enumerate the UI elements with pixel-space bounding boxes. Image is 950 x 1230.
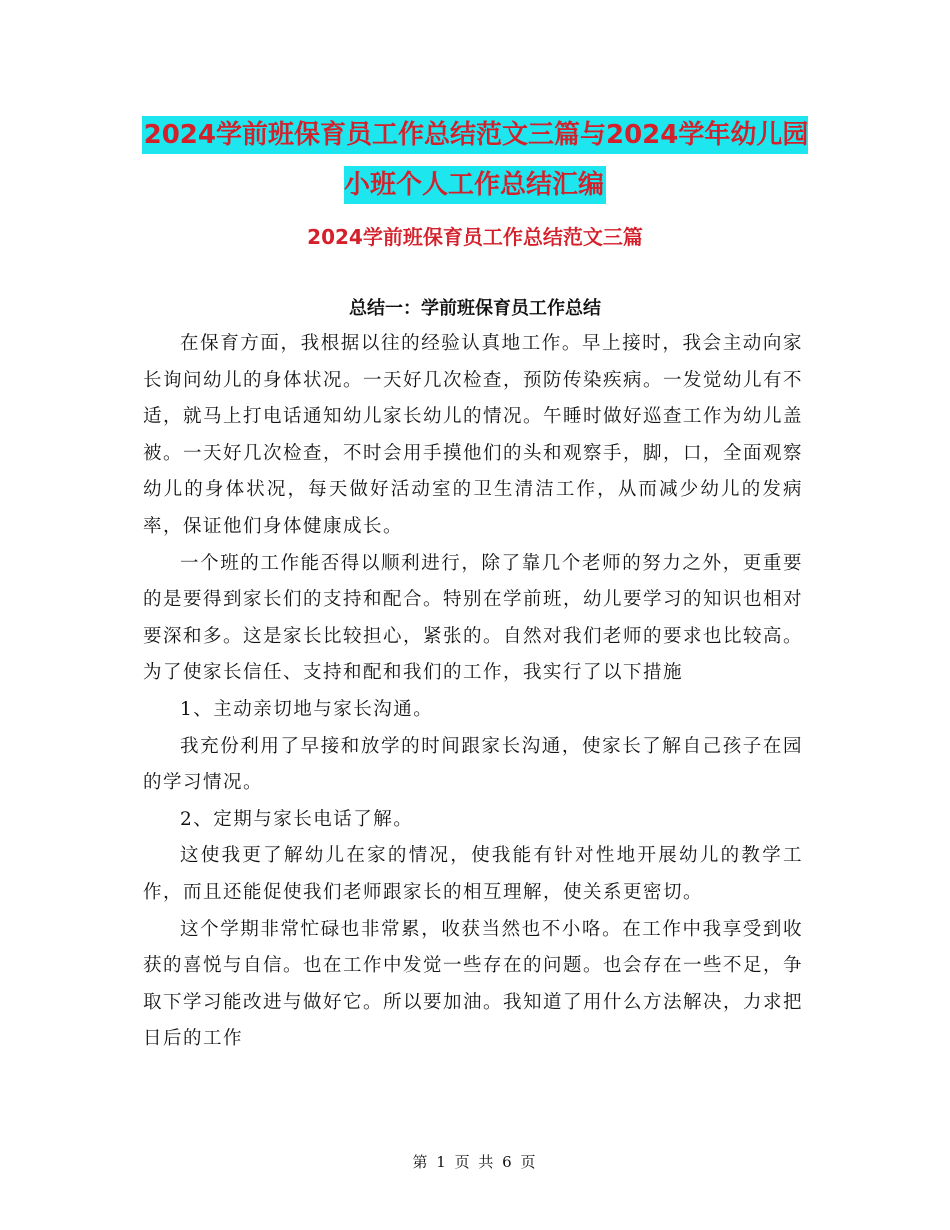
sub-title: 总结一：学前班保育员工作总结	[349, 298, 601, 319]
paragraph: 一个班的工作能否得以顺利进行，除了靠几个老师的努力之外，更重要的是要得到家长们的支持和配合。特别在学前班，幼儿要学习的知识也相对要深和多。这是家长比较担心，紧张的。自然对我们老师的要求也比较高。为了使家长信任、支持和配和我们的工作，我实行了以下措施	[143, 552, 804, 684]
main-title-highlight: 2024学前班保育员工作总结范文三篇与2024学年幼儿园小班个人工作总结汇编	[142, 116, 809, 204]
list-item: 2、定期与家长电话了解。	[180, 808, 414, 830]
document-body	[143, 326, 803, 1058]
paragraph: 在保育方面，我根据以往的经验认真地工作。早上接时，我会主动向家长询问幼儿的身体状况。一天好几次检查，预防传染疾病。一发觉幼儿有不适，就马上打电话通知幼儿家长幼儿的情况。午睡时做好巡查工作为幼儿盖被。一天好几次检查，不时会用手摸他们的头和观察手，脚，口，全面观察幼儿的身体状况，每天做好活动室的卫生清洁工作，从而减少幼儿的发病率，保证他们身体健康成长。	[143, 333, 804, 537]
paragraph: 这个学期非常忙碌也非常累，收获当然也不小咯。在工作中我享受到收获的喜悦与自信。也在工作中发觉一些存在的问题。也会存在一些不足，争取下学习能改进与做好它。所以要加油。我知道了用什么方法解决，力求把日后的工作	[143, 918, 804, 1050]
page-number-footer: 第 1 页 共 6 页	[412, 1153, 538, 1171]
paragraph: 我充份利用了早接和放学的时间跟家长沟通，使家长了解自己孩子在园的学习情况。	[143, 735, 803, 794]
paragraph: 这使我更了解幼儿在家的情况，使我能有针对性地开展幼儿的教学工作，而且还能促使我们老师跟家长的相互理解，使关系更密切。	[143, 845, 803, 903]
section-title: 2024学前班保育员工作总结范文三篇	[307, 225, 643, 249]
document-main-title	[140, 110, 810, 210]
list-item: 1、主动亲切地与家长沟通。	[180, 698, 434, 720]
